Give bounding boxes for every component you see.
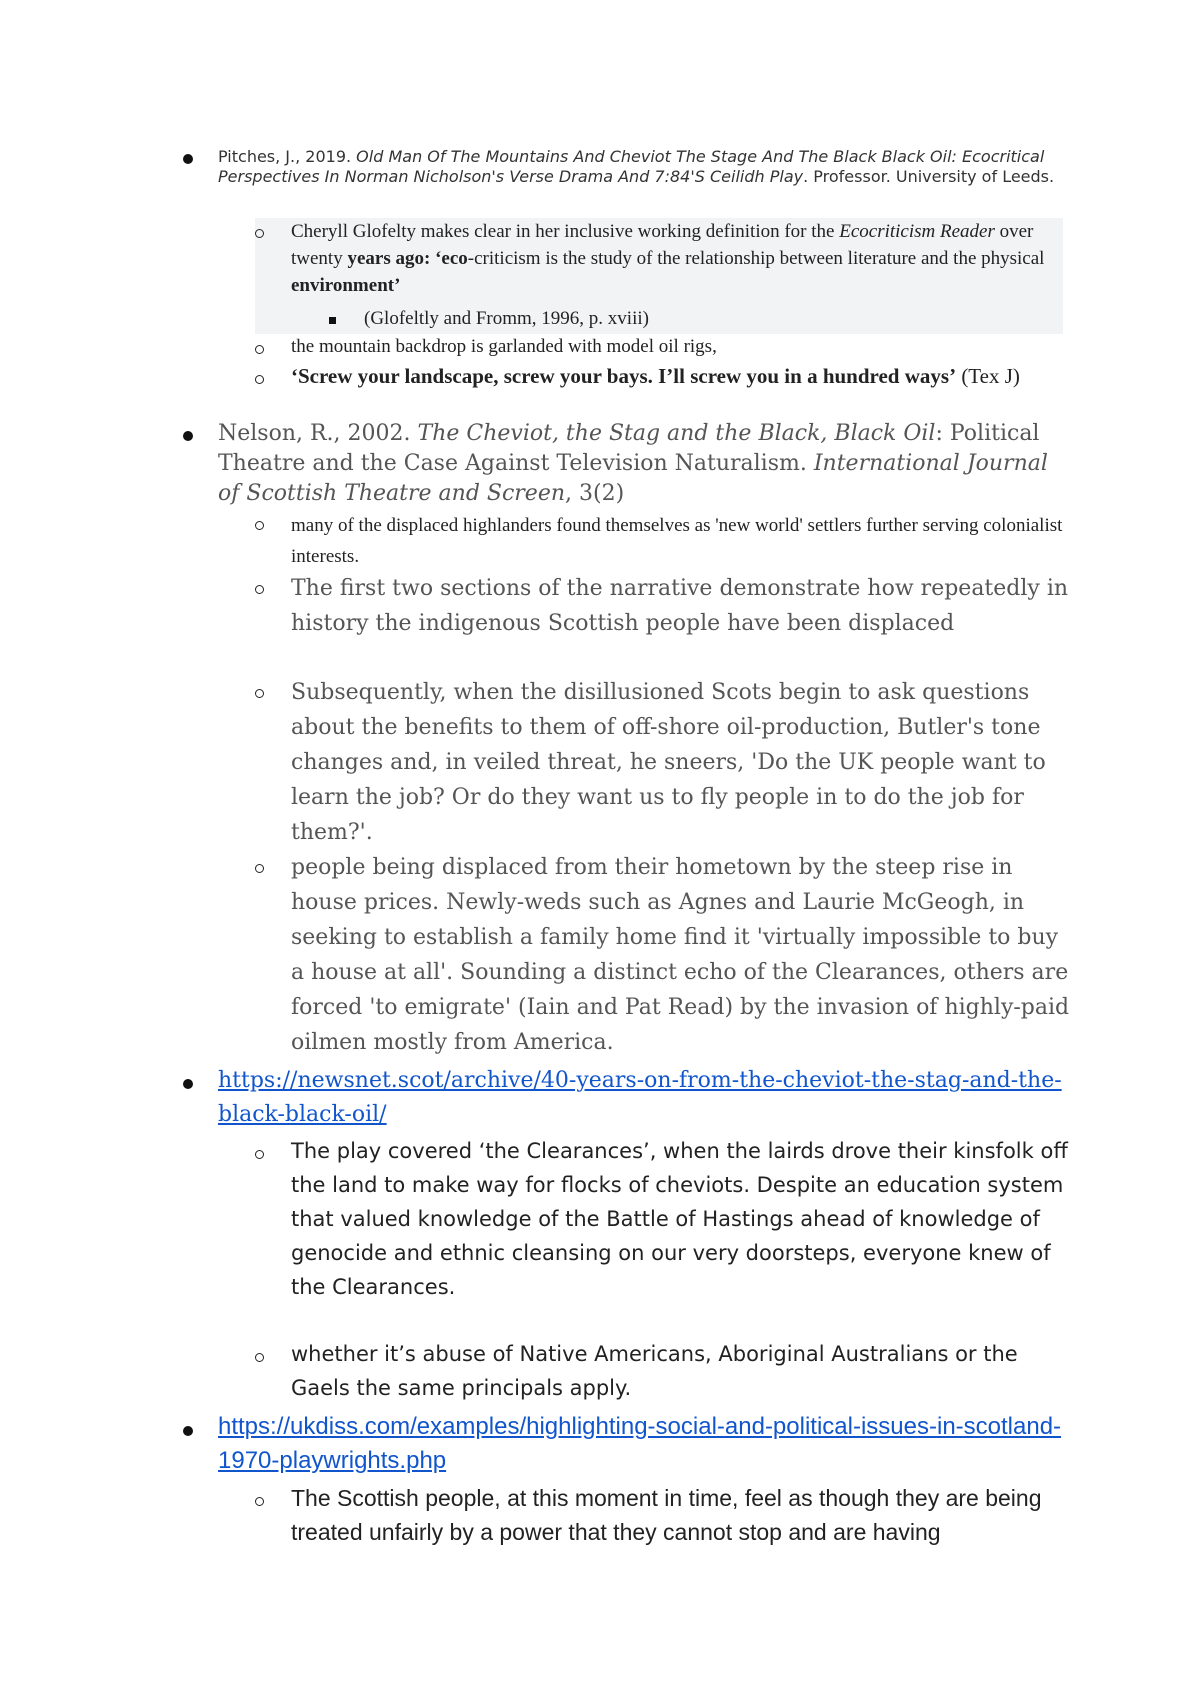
circle-bullet-icon bbox=[255, 521, 264, 530]
bullet-icon bbox=[183, 1426, 193, 1436]
note-butler: Subsequently, when the disillusioned Scots begin to ask questions about the benefits to them of off-shore oil-production, Butler's tone changes and, in veiled threat, he sneers, 'Do the UK people want to learn the job? Or do they want us to fly people in to do the job for them?'. bbox=[291, 680, 1046, 845]
circle-bullet-icon bbox=[255, 689, 264, 698]
note-house-prices: people being displaced from their hometown by the steep rise in house prices. Newly-weds such as Agnes and Laurie McGeogh, in seeking to establish a family home find it 'virtually impossible to buy a house at all'. Sounding a distinct echo of the Clearances, others are forced 'to emigrate' (Iain and Pat Read) by the invasion of highly-paid oilmen mostly from America. bbox=[291, 855, 1070, 1055]
note-glofelty: Cheryll Glofelty makes clear in her inclusive working definition for the Ecocriticism Reader over twenty years ago: ‘eco-criticism is the study of the relationship between literature and the physical environment’ bbox=[291, 221, 1045, 296]
note-principals: whether it’s abuse of Native Americans, Aboriginal Australians or the Gaels the same principals apply. bbox=[291, 1342, 1018, 1400]
note-displaced: The first two sections of the narrative demonstrate how repeatedly in history the indigenous Scottish people have been displaced bbox=[291, 576, 1069, 636]
bullet-icon bbox=[183, 431, 193, 441]
circle-bullet-icon bbox=[255, 585, 264, 594]
note-settlers: many of the displaced highlanders found themselves as 'new world' settlers further serving colonialist interests. bbox=[291, 515, 1063, 567]
circle-bullet-icon bbox=[255, 1497, 264, 1506]
link-newsnet-item bbox=[218, 1064, 1073, 1132]
square-bullet-icon bbox=[329, 317, 336, 324]
citation-title: Old Man Of The Mountains And Cheviot The Stage And The Black Black Oil: Ecocritical Perspectives In Norman Nicholson's Verse Drama And 7:84'S Ceilidh Play bbox=[218, 147, 1045, 186]
circle-bullet-icon bbox=[255, 864, 264, 873]
bullet-icon bbox=[183, 154, 193, 164]
note-clearances: The play covered ‘the Clearances’, when the lairds drove their kinsfolk off the land to make way for flocks of cheviots. Despite an education system that valued knowledge of the Battle of Hastings ahead of knowledge of genocide and ethnic cleansing on our very doorsteps, everyone knew of the Clearances. bbox=[291, 1139, 1068, 1299]
link-ukdiss-item bbox=[218, 1410, 1073, 1478]
note-glofelty-ref: (Glofeltly and Fromm, 1996, p. xviii) bbox=[364, 308, 649, 329]
note-scottish-people: The Scottish people, at this moment in time, feel as though they are being treated unfairly by a power that they cannot stop and are having bbox=[291, 1485, 1042, 1545]
circle-bullet-icon bbox=[255, 345, 264, 354]
circle-bullet-icon bbox=[255, 229, 264, 238]
link-ukdiss[interactable]: https://ukdiss.com/examples/highlighting-social-and-political-issues-in-scotland-1970-playwrights.php bbox=[218, 1413, 1062, 1474]
note-quote: ‘Screw your landscape, screw your bays. I’ll screw you in a hundred ways’ (Tex J) bbox=[291, 364, 1020, 388]
citation-pitches bbox=[218, 147, 1068, 187]
citation-text: Pitches, J., 2019. bbox=[218, 147, 357, 166]
circle-bullet-icon bbox=[255, 375, 264, 384]
bullet-icon bbox=[183, 1079, 193, 1089]
link-newsnet[interactable]: https://newsnet.scot/archive/40-years-on-from-the-cheviot-the-stag-and-the-black-black-oil/ bbox=[218, 1068, 1062, 1127]
circle-bullet-icon bbox=[255, 1353, 264, 1362]
note-oil-rigs: the mountain backdrop is garlanded with model oil rigs, bbox=[291, 336, 717, 357]
citation-text: . Professor. University of Leeds. bbox=[803, 167, 1055, 186]
citation-nelson: Nelson, R., 2002. The Cheviot, the Stag and the Black, Black Oil: Political Theatre and the Case Against Television Naturalism. International Journal of Scottish Theatre and Screen, 3(2) bbox=[218, 421, 1048, 506]
circle-bullet-icon bbox=[255, 1150, 264, 1159]
